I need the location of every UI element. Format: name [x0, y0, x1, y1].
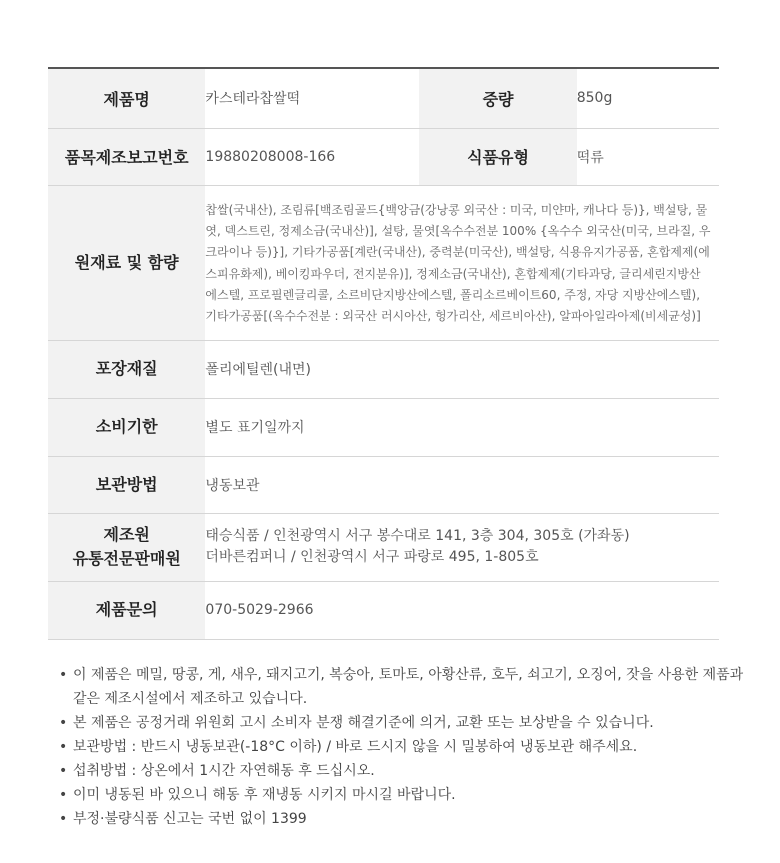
report-no-label: 품목제조보고번호	[48, 128, 205, 185]
packaging-label: 포장재질	[48, 340, 205, 398]
notice-list	[55, 663, 755, 831]
expiry-value: 별도 표기일까지	[205, 398, 719, 456]
list-item: • 섭취방법 : 상온에서 1시간 자연해동 후 드십시오.	[55, 759, 755, 783]
manufacturer-label: 제조원	[103, 525, 150, 544]
ingredients-value: 찹쌀(국내산), 조림류[백조림골드{백앙금(강낭콩 외국산 : 미국, 미얀마, 캐나다 등)}, 백설탕, 물엿, 덱스트린, 정제소금(국내산)], 설탕, 물엿[옥수수전분 100% {옥수수 외국산(미국, 브라질, 우크라이나 등)}], 기타가공품[계란(국내산), 중력분(미국산), 백설탕, 식용유지가공품, 혼합제제(에스피유화제), 베이킹파우더, 전지분유)], 정제소금(국내산), 혼합제제(기타과당, 글리세린지방산에스텔, 프로필렌글리콜, 소르비단지방산에스텔, 폴리소르베이트60, 주정, 자당 지방산에스텔), 기타가공품[(옥수수전분 : 외국산 러시아산, 헝가리산, 세르비아산), 알파아일라아제(비세균성)]	[205, 185, 719, 340]
weight-value: 850g	[577, 68, 719, 128]
distributor-value: 더바른컴퍼니 / 인천광역시 서구 파랑로 495, 1-805호	[205, 549, 539, 565]
table-row	[48, 68, 719, 128]
storage-value: 냉동보관	[205, 456, 719, 513]
table-row	[48, 340, 719, 398]
food-type-value: 떡류	[577, 128, 719, 185]
list-item: • 본 제품은 공정거래 위원회 고시 소비자 분쟁 해결기준에 의거, 교환 또는 보상받을 수 있습니다.	[55, 711, 755, 735]
report-no-value: 19880208008-166	[205, 128, 419, 185]
table-row	[48, 398, 719, 456]
table-row	[48, 456, 719, 513]
distributor-label: 유통전문판매원	[72, 549, 181, 568]
list-item: • 이 제품은 메밀, 땅콩, 게, 새우, 돼지고기, 복숭아, 토마토, 아황산류, 호두, 쇠고기, 오징어, 잣을 사용한 제품과 같은 제조시설에서 제조하고 있습니다.	[55, 663, 755, 711]
list-item: • 부정·불량식품 신고는 국번 없이 1399	[55, 807, 755, 831]
table-row	[48, 185, 719, 340]
product-name-value: 카스테라찹쌀떡	[205, 68, 419, 128]
list-item: • 이미 냉동된 바 있으니 해동 후 재냉동 시키지 마시길 바랍니다.	[55, 783, 755, 807]
food-type-label: 식품유형	[419, 128, 576, 185]
table-row	[48, 513, 719, 581]
packaging-value: 폴리에틸렌(내면)	[205, 340, 719, 398]
manufacturer-distributor-value-cell	[205, 513, 719, 581]
list-item: • 보관방법 : 반드시 냉동보관(-18°C 이하) / 바로 드시지 않을 시 밀봉하여 냉동보관 해주세요.	[55, 735, 755, 759]
table-row	[48, 128, 719, 185]
storage-label: 보관방법	[48, 456, 205, 513]
ingredients-label: 원재료 및 함량	[48, 185, 205, 340]
inquiry-value: 070-5029-2966	[205, 581, 719, 639]
inquiry-label: 제품문의	[48, 581, 205, 639]
manufacturer-value: 태승식품 / 인천광역시 서구 봉수대로 141, 3층 304, 305호 (가좌동)	[205, 528, 630, 544]
product-name-label: 제품명	[48, 68, 205, 128]
product-info-table	[48, 67, 719, 640]
weight-label: 중량	[419, 68, 576, 128]
manufacturer-distributor-label-cell	[48, 513, 205, 581]
table-row	[48, 581, 719, 639]
expiry-label: 소비기한	[48, 398, 205, 456]
